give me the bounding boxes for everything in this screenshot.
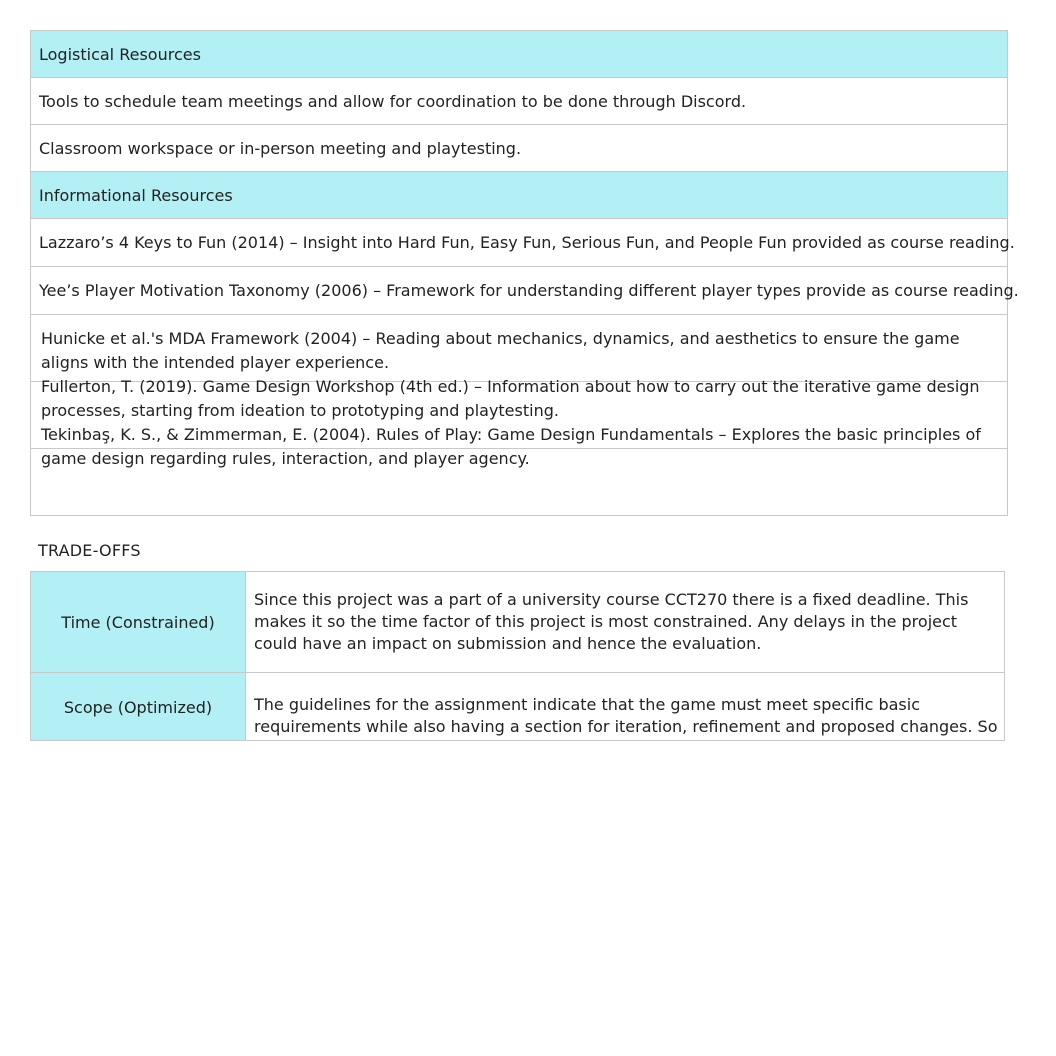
reference-entry: Hunicke et al.'s MDA Framework (2004) – Reading about mechanics, dynamics, and aesthetics to ensure the game aligns with the intended player experience. (41, 329, 960, 372)
logistical-resource-row (31, 125, 1007, 172)
informational-resources-title: Informational Resources (39, 185, 233, 205)
references-block (31, 315, 1007, 515)
tradeoff-description: Since this project was a part of a university course CCT270 there is a fixed deadline. This makes it so the time factor of this project is most constrained. Any delays in the project could have an impact on submission and hence the evaluation. (254, 590, 969, 653)
informational-resource-row (31, 219, 1015, 267)
reference-entry: Tekinbaş, K. S., & Zimmerman, E. (2004). Rules of Play: Game Design Fundamentals – Explores the basic principles of game design regarding rules, interaction, and player agency. (41, 425, 981, 468)
informational-resource-text: Yee’s Player Motivation Taxonomy (2006) – Framework for understanding different player types provide as course reading. (39, 281, 1019, 300)
logistical-resource-row (31, 78, 1007, 125)
logistical-resources-title: Logistical Resources (39, 44, 201, 64)
tradeoffs-table (30, 571, 1005, 741)
tradeoff-row-time (31, 572, 1004, 673)
logistical-resource-text: Tools to schedule team meetings and allow for coordination to be done through Discord. (39, 91, 747, 111)
tradeoff-label: Time (Constrained) (31, 572, 246, 672)
informational-resource-row (31, 267, 1019, 315)
logistical-resources-header (31, 31, 1007, 78)
tradeoffs-heading: TRADE-OFFS (38, 541, 141, 560)
tradeoff-description: The guidelines for the assignment indicate that the game must meet specific basic requirements while also having a section for iteration, refinement and proposed changes. So (254, 695, 998, 736)
references-text (41, 327, 995, 471)
informational-resource-text: Lazzaro’s 4 Keys to Fun (2014) – Insight into Hard Fun, Easy Fun, Serious Fun, and People Fun provided as course reading. (39, 233, 1015, 252)
informational-resources-header (31, 172, 1007, 219)
reference-entry: Fullerton, T. (2019). Game Design Workshop (4th ed.) – Information about how to carry out the iterative game design processes, starting from ideation to prototyping and playtesting. (41, 377, 980, 420)
resources-table (30, 30, 1019, 516)
logistical-resource-text: Classroom workspace or in-person meeting and playtesting. (39, 138, 522, 158)
tradeoff-row-scope (31, 673, 1004, 741)
tradeoff-label: Scope (Optimized) (31, 673, 246, 741)
